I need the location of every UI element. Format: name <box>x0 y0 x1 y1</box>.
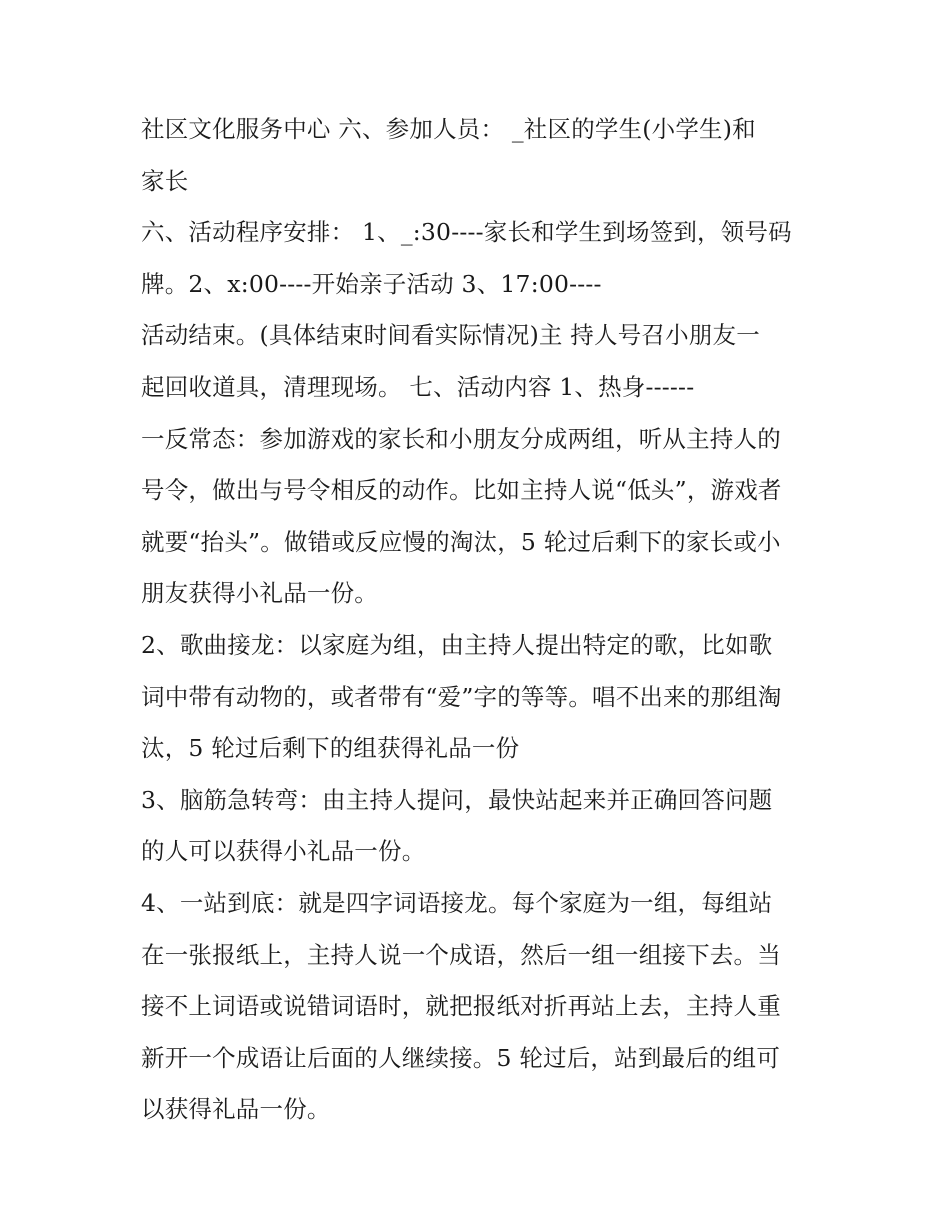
text-line: 一反常态：参加游戏的家长和小朋友分成两组，听从主持人的 <box>141 424 781 453</box>
text-line: 社区文化服务中心 六、参加人员： _社区的学生(小学生)和 <box>141 115 756 143</box>
text-line: 起回收道具，清理现场。 七、活动内容 1、热身------ <box>141 372 695 401</box>
text-line: 家长 <box>141 166 189 195</box>
text-line: 3、脑筋急转弯：由主持人提问，最快站起来并正确回答问题 <box>141 785 773 814</box>
text-line: 2、歌曲接龙：以家庭为组，由主持人提出特定的歌，比如歌 <box>141 630 773 659</box>
text-line: 就要“抬头”。做错或反应慢的淘汰，5 轮过后剩下的家长或小 <box>141 527 781 556</box>
text-line: 六、活动程序安排： 1、_:30----家长和学生到场签到，领号码 <box>141 218 792 247</box>
text-line: 4、一站到底：就是四字词语接龙。每个家庭为一组，每组站 <box>141 888 773 917</box>
document-body <box>141 104 821 1136</box>
text-line: 以获得礼品一份。 <box>141 1095 331 1124</box>
text-line: 的人可以获得小礼品一份。 <box>141 837 426 866</box>
text-line: 牌。2、x:00----开始亲子活动 3、17:00---- <box>141 269 602 298</box>
text-line: 汰，5 轮过后剩下的组获得礼品一份 <box>141 734 520 763</box>
text-line: 活动结束。(具体结束时间看实际情况)主 持人号召小朋友一 <box>141 321 760 350</box>
text-line: 在一张报纸上，主持人说一个成语，然后一组一组接下去。当 <box>141 940 781 969</box>
text-line: 朋友获得小礼品一份。 <box>141 579 378 608</box>
text-line: 号令，做出与号令相反的动作。比如主持人说“低头”，游戏者 <box>141 476 782 505</box>
text-line: 新开一个成语让后面的人继续接。5 轮过后，站到最后的组可 <box>141 1043 781 1072</box>
text-line: 接不上词语或说错词语时，就把报纸对折再站上去，主持人重 <box>141 992 781 1021</box>
text-line: 词中带有动物的，或者带有“爱”字的等等。唱不出来的那组淘 <box>141 682 782 711</box>
